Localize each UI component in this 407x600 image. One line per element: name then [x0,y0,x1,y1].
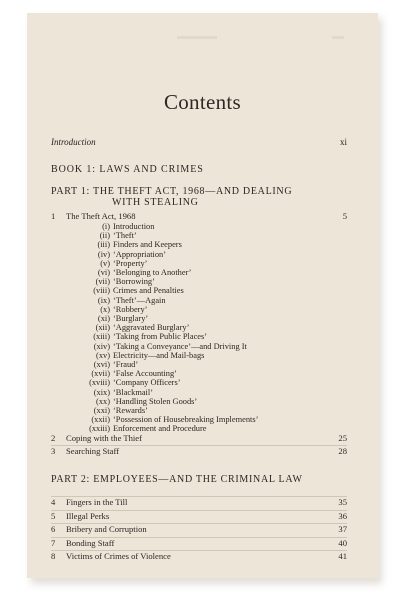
chapter-page: 36 [338,510,347,521]
subsection-number: (iv) [97,249,110,259]
part-1-heading-line-1: PART 1: THE THEFT ACT, 1968—AND DEALING [51,186,293,197]
subsection-title: ‘Handling Stolen Goods’ [113,396,198,406]
subsection-number: (xiii) [93,332,110,342]
toc-chapter-3 [27,446,378,457]
chapter-page: 28 [338,446,347,456]
toc-chapter-2 [27,433,378,444]
subsection-number: (xvii) [91,369,110,379]
subsection-number: (xx) [96,396,110,406]
chapter-title: Coping with the Thief [66,433,142,443]
subsection-number: (v) [100,258,110,268]
subsection-title: ‘Theft’ [113,231,137,241]
subsection-number: (i) [102,222,110,231]
toc-entry-introduction: Introduction [51,137,96,147]
subsection-title: Crimes and Penalties [113,286,184,296]
subsection-title: Finders and Keepers [113,240,182,250]
subsection-title: Introduction [113,222,155,231]
toc-chapter-4 [27,497,378,508]
subsection-number: (xi) [97,314,110,323]
chapter-number: 7 [51,537,56,548]
subsection-title: ‘False Accounting’ [113,369,177,379]
part-1-heading [51,186,292,208]
chapter-number: 5 [51,510,56,521]
part-1-heading-line-2: WITH STEALING [112,197,199,208]
toc-chapter-7 [27,538,378,549]
subsection-title: ‘Rewards’ [113,406,148,415]
subsection-number: (xvi) [93,360,110,369]
subsection-title: ‘Theft’—Again [113,295,166,305]
chapter-title: The Theft Act, 1968 [66,211,136,221]
subsection-title: ‘Burglary’ [113,314,149,323]
toc-chapter-6 [27,524,378,535]
book-page [27,13,378,578]
subsection-number: (iii) [97,240,110,250]
subsection-title: Electricity—and Mail-bags [113,350,205,360]
subsection-title: ‘Possession of Housebreaking Implements’ [113,415,259,425]
toc-page-introduction: xi [339,137,347,147]
subsection-title: ‘Taking from Public Places’ [113,332,208,342]
part-2-heading: PART 2: EMPLOYEES—AND THE CRIMINAL LAW [51,474,303,485]
toc-chapter-8 [27,551,378,562]
chapter-page: 25 [338,433,347,443]
subsection-number: (vi) [97,268,110,277]
subsection-number: (x) [100,304,110,314]
subsection-title: ‘Borrowing’ [113,277,155,287]
toc-chapter-5 [27,511,378,522]
chapter-title: Searching Staff [66,446,120,456]
subsection-title: ‘Blackmail’ [113,387,153,397]
chapter-page: 41 [338,551,347,561]
book-heading: BOOK 1: LAWS AND CRIMES [51,164,204,175]
subsection-title: ‘Robbery’ [113,304,148,314]
subsection-number: (ii) [99,231,110,241]
show-through-text [177,36,217,39]
chapter-page: 40 [338,537,347,548]
subsection-number: (xxi) [93,406,110,415]
page-title: Contents [163,90,242,114]
subsection-title: Enforcement and Procedure [113,424,207,434]
subsection-title: ‘Fraud’ [113,360,139,369]
subsection-number: (viii) [93,286,110,296]
subsection-title: ‘Property’ [113,258,148,268]
chapter-number: 3 [51,446,56,456]
chapter-title: Bonding Staff [66,537,115,548]
chapter-number: 1 [51,211,56,221]
show-through-text [332,36,344,39]
subsection-number: (xix) [93,387,110,397]
chapter-number: 6 [51,524,56,534]
subsection-number: (xxii) [91,415,110,425]
chapter-page: 5 [342,211,347,221]
chapter-title: Bribery and Corruption [66,524,147,534]
chapter-page: 37 [338,524,347,534]
subsection-number: (xiv) [93,341,110,351]
subsection-number: (xii) [95,323,110,333]
subsection-title: ‘Appropriation’ [113,249,167,259]
subsection-title: ‘Aggravated Burglary’ [113,323,190,333]
subsection-number: (vii) [95,277,110,287]
chapter-title: Victims of Crimes of Violence [66,551,171,561]
subsection-number: (xviii) [89,378,110,388]
subsection-title: ‘Belonging to Another’ [113,268,192,277]
subsection-number: (ix) [97,295,110,305]
chapter-number: 8 [51,551,56,561]
chapter-number: 4 [51,497,56,507]
chapter-title: Fingers in the Till [66,497,128,507]
subsection-title: ‘Taking a Conveyance’—and Driving It [113,341,247,351]
subsection-number: (xxiii) [89,424,110,434]
subsection-number: (xv) [96,350,110,360]
chapter-title: Illegal Perks [66,510,110,521]
chapter-number: 2 [51,433,56,443]
toc-chapter-1 [27,211,378,222]
chapter-page: 35 [338,497,347,507]
subsection-title: ‘Company Officers’ [113,378,181,388]
